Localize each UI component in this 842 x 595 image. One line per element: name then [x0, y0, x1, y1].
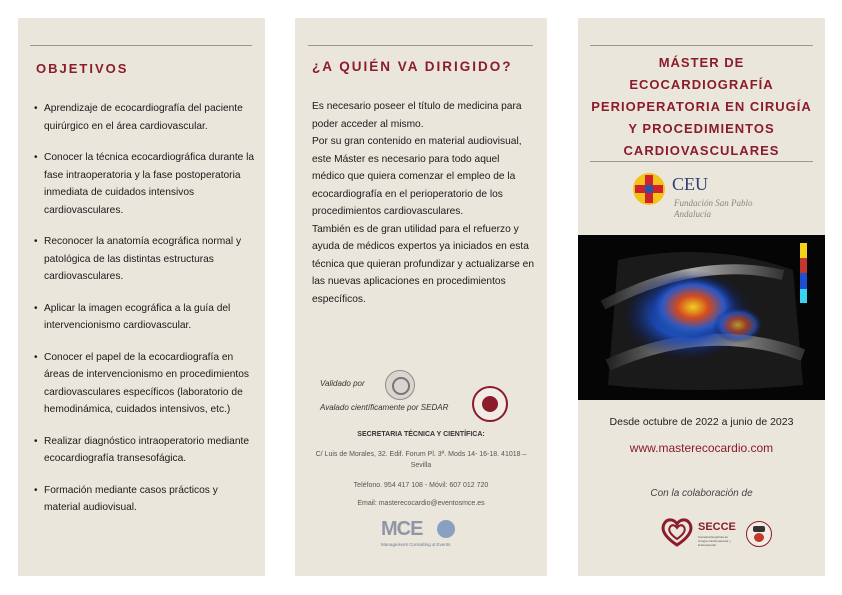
title-line: PERIOPERATORIA EN CIRUGÍA [591, 99, 812, 114]
top-divider [308, 45, 533, 46]
paragraph: También es de gran utilidad para el refuerzo y ayuda de médicos expertos ya iniciados en esta técnica que quieran profundizar y actualizarse en las nuevas aplicaciones en procedimientos específicos. [312, 223, 534, 305]
list-item: • Reconocer la anatomía ecográfica normal y patológica de las distintas estructuras cardiovasculares. [34, 233, 256, 286]
dirigido-text [312, 98, 534, 308]
master-panel [578, 18, 825, 576]
paragraph: Es necesario poseer el título de medicina para poder acceder al mismo. [312, 101, 522, 130]
phone: Teléfono. 954 417 108 - Móvil: 607 012 720 [353, 482, 489, 489]
list-item: • Aplicar la imagen ecográfica a la guía del intervencionismo cardiovascular. [34, 300, 256, 335]
ceu-cross-icon [632, 172, 666, 206]
master-title [578, 52, 825, 162]
secce-logo [660, 515, 772, 551]
objetivos-list [34, 100, 256, 531]
dirigido-heading: ¿A QUIÉN VA DIRIGIDO? [312, 59, 513, 74]
title-line: ECOCARDIOGRAFÍA [629, 77, 774, 92]
avalado-label: Avalado científicamente por SEDAR [320, 403, 449, 412]
colaboracion-label: Con la colaboración de [650, 488, 753, 499]
dates-text: Desde octubre de 2022 a junio de 2023 [609, 416, 794, 428]
title-divider [590, 161, 813, 162]
top-divider [30, 45, 252, 46]
validation-seal-icon [385, 370, 415, 400]
mce-subtitle: Management Consulting & Events [381, 542, 451, 547]
validado-label: Validado por [320, 379, 365, 388]
objetivos-panel [18, 18, 265, 576]
email: Email: masterecocardio@eventosmce.es [357, 500, 485, 507]
ceu-line-2: Andalucía [674, 209, 711, 219]
list-item: • Formación mediante casos prácticos y material audiovisual. [34, 482, 256, 517]
title-line: CARDIOVASCULARES [623, 143, 780, 158]
secce-heart-icon [660, 515, 694, 549]
mce-logo-text: MCE [381, 518, 423, 540]
objetivos-heading: OBJETIVOS [36, 61, 129, 76]
address: C/ Luis de Morales, 32. Edif. Forum Pl. 3ª. Mods 14- 16-18. 41018 – Sevilla [315, 451, 527, 469]
list-item: • Conocer la técnica ecocardiográfica durante la fase intraoperatoria y la fase postoperatoria inmediata de cuidados intensivos cardiovasculares. [34, 149, 256, 219]
list-item: • Aprendizaje de ecocardiografía del paciente quirúrgico en el área cardiovascular. [34, 100, 256, 135]
website-link[interactable]: www.masterecocardio.com [629, 441, 774, 455]
list-item: • Conocer el papel de la ecocardiografía en áreas de intervencionismo en procedimientos cardiovasculares específicos (laboratorio de hemodinámica, cuidados intensivos, etc.) [34, 349, 256, 419]
top-divider [590, 45, 813, 46]
secretaria-title: SECRETARIA TÉCNICA Y CIENTÍFICA: [357, 431, 485, 438]
secce-subtitle: Sociedad Española de Cirugía Cardiovascular y Endovascular [698, 535, 731, 547]
ceu-logo [632, 172, 782, 226]
society-seal-icon [746, 521, 772, 547]
title-line: Y PROCEDIMIENTOS [628, 121, 775, 136]
ceu-line-1: Fundación San Pablo [674, 198, 753, 208]
paragraph: Por su gran contenido en material audiovisual, este Máster es necesario para todo aquel médico que quiera comenzar el empleo de la ecocardiografía en el perioperatorio de los procedimientos cardiovasculares. [312, 136, 522, 217]
sedar-seal-icon [472, 386, 508, 422]
list-item: • Realizar diagnóstico intraoperatorio mediante ecocardiografía transesofágica. [34, 433, 256, 468]
title-line: MÁSTER DE [658, 55, 745, 70]
mce-circle-icon [437, 520, 455, 538]
dirigido-panel [295, 18, 547, 576]
echocardiography-image [578, 235, 825, 400]
secce-name: SECCE [698, 521, 736, 533]
ceu-name: CEU [672, 174, 708, 194]
mce-logo [381, 518, 461, 552]
